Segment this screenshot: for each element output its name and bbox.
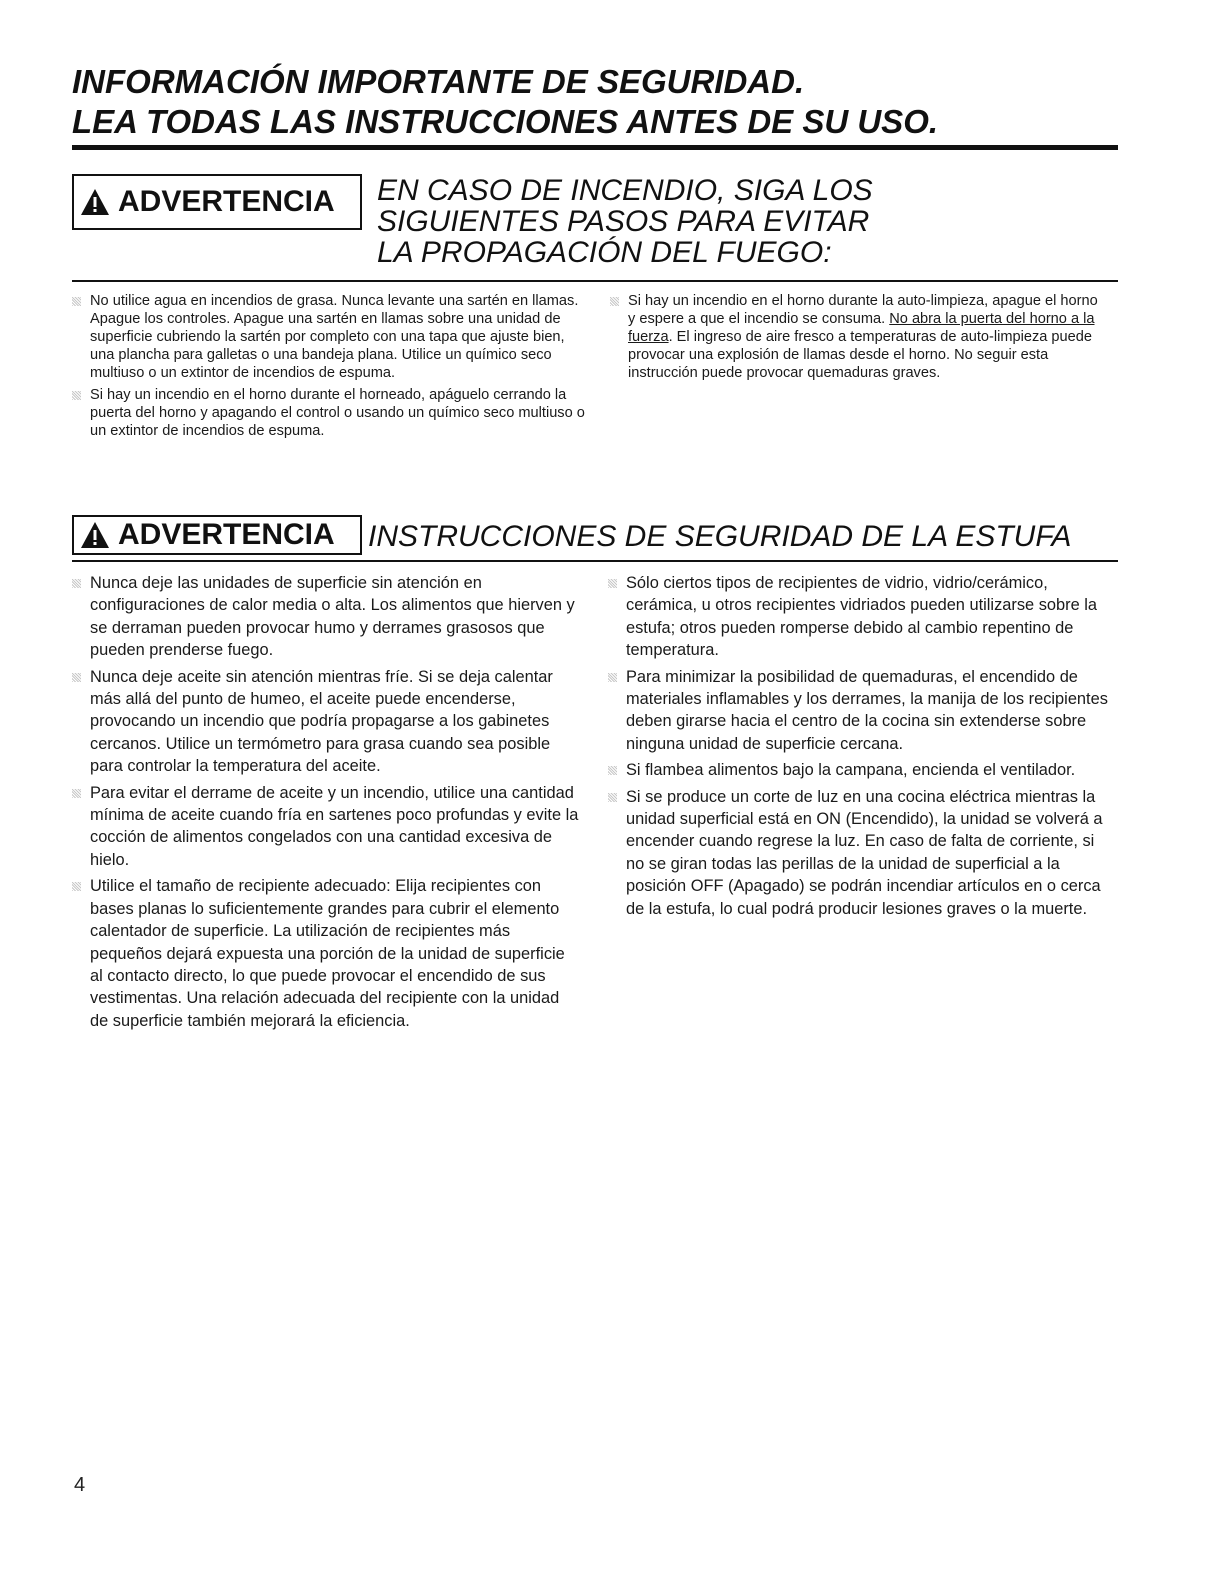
warning-badge-stove xyxy=(72,515,362,555)
list-item: Si se produce un corte de luz en una cocina eléctrica mientras la unidad superficial está en ON (Encendido), la unidad se volverá a encender cuando regrese la luz. En caso de falta de corriente, si no se giran todas las perillas de la unidad de superficial a la posición OFF (Apagado) se podrán incendiar artículos en o cerca de la estufa, lo cual podrá producir lesiones graves o la muerte. xyxy=(608,786,1114,920)
list-item: No utilice agua en incendios de grasa. Nunca levante una sartén en llamas. Apague los controles. Apague una sartén en llamas sobre una unidad de superficie cubriendo la sartén por completo con una tapa que ajuste bien, una plancha para galletas o una bandeja plana. Utilice un químico seco multiuso o un extintor de incendios de espuma. xyxy=(72,292,592,382)
fire-right-column xyxy=(610,292,1106,386)
list-item: Si hay un incendio en el horno durante la auto-limpieza, apague el horno y espere a que el incendio se consuma. No abra la puerta del horno a la fuerza. El ingreso de aire fresco a temperaturas de auto-limpieza puede provocar una explosión de llamas desde el horno. No seguir esta instrucción puede provocar quemaduras graves. xyxy=(610,292,1106,382)
fire-section-title xyxy=(377,175,873,268)
emphasis-underlined: No abra la puerta del horno a la fuerza xyxy=(628,311,1095,345)
page-header xyxy=(72,62,1118,142)
stove-section-title: INSTRUCCIONES DE SEGURIDAD DE LA ESTUFA xyxy=(368,520,1072,553)
list-item: Si flambea alimentos bajo la campana, encienda el ventilador. xyxy=(608,759,1114,781)
list-item: Si hay un incendio en el horno durante el horneado, apáguelo cerrando la puerta del horno y apagando el control o usando un químico seco multiuso o un extintor de incendios de espuma. xyxy=(72,386,592,440)
list-item: Utilice el tamaño de recipiente adecuado: Elija recipientes con bases planas lo suficientemente grandes para cubrir el elemento calentador de superficie. La utilización de recipientes más pequeños dejará expuesta una porción de la unidad de superficie al contacto directo, lo que puede provocar el encendido de sus vestimentas. Una relación adecuada del recipiente con la unidad de superficie también mejorará la eficiencia. xyxy=(72,875,582,1032)
fire-title-line-3: LA PROPAGACIÓN DEL FUEGO: xyxy=(377,236,832,269)
warning-badge-fire xyxy=(72,174,362,230)
header-rule xyxy=(72,145,1118,150)
list-item: Para evitar el derrame de aceite y un incendio, utilice una cantidad mínima de aceite cuando fría en sartenes poco profundas y evite la cocción de alimentos congelados con una cantidad excesiva de hielo. xyxy=(72,782,582,872)
fire-section-rule xyxy=(72,280,1118,282)
stove-left-column xyxy=(72,572,582,1036)
list-item: Para minimizar la posibilidad de quemaduras, el encendido de materiales inflamables y los derrames, la manija de los recipientes deben girarse hacia el centro de la cocina sin extenderse sobre ninguna unidad de superficie cercana. xyxy=(608,666,1114,756)
stove-section-rule xyxy=(72,560,1118,562)
fire-left-column xyxy=(72,292,592,444)
warning-badge-label: ADVERTENCIA xyxy=(118,518,335,551)
header-line-1: INFORMACIÓN IMPORTANTE DE SEGURIDAD. xyxy=(72,63,805,100)
stove-right-column xyxy=(608,572,1114,924)
list-item: Nunca deje las unidades de superficie sin atención en configuraciones de calor media o alta. Los alimentos que hierven y se derraman pueden provocar humo y derrames grasosos que pueden prenderse fuego. xyxy=(72,572,582,662)
list-item: Nunca deje aceite sin atención mientras fríe. Si se deja calentar más allá del punto de humeo, el aceite puede encenderse, provocando un incendio que podría propagarse a los gabinetes cercanos. Utilice un termómetro para grasa cuando sea posible para controlar la temperatura del aceite. xyxy=(72,666,582,778)
warning-badge-label: ADVERTENCIA xyxy=(118,185,335,218)
warning-triangle-icon xyxy=(80,188,110,216)
warning-triangle-icon xyxy=(80,521,110,549)
list-item: Sólo ciertos tipos de recipientes de vidrio, vidrio/cerámico, cerámica, u otros recipientes vidriados pueden utilizarse sobre la estufa; otros pueden romperse debido al cambio repentino de temperatura. xyxy=(608,572,1114,662)
page-number: 4 xyxy=(74,1474,86,1496)
fire-title-line-2: SIGUIENTES PASOS PARA EVITAR xyxy=(377,205,870,238)
fire-title-line-1: EN CASO DE INCENDIO, SIGA LOS xyxy=(377,174,873,207)
header-line-2: LEA TODAS LAS INSTRUCCIONES ANTES DE SU USO. xyxy=(72,103,939,140)
